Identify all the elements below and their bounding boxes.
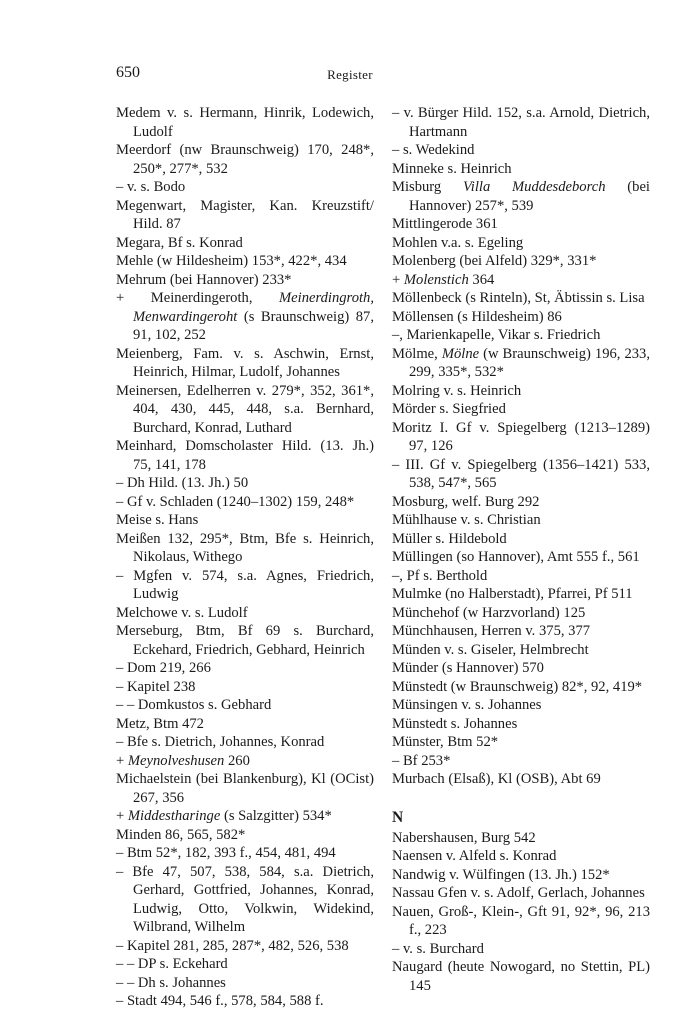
entry-text: – Dom 219, 266	[116, 660, 211, 676]
entry-text: Molring v. s. Heinrich	[392, 382, 522, 399]
index-entry	[392, 641, 650, 660]
entry-text: Metz, Btm 472	[116, 715, 204, 732]
index-entry	[116, 493, 374, 512]
index-entry	[392, 622, 650, 641]
entry-text: – – Domkustos s. Gebhard	[116, 697, 272, 713]
entry-text: – Stadt 494, 546 f., 578, 584, 588 f.	[116, 993, 324, 1009]
index-entry	[116, 937, 374, 956]
index-entry	[392, 829, 650, 848]
index-entry	[116, 955, 374, 974]
entry-text: Moritz I. Gf v. Spiegelberg (1213–1289) 97, 126	[392, 419, 650, 454]
entry-text: +	[116, 808, 128, 824]
entry-text-tail: (w Braunschweig) 196, 233, 299, 335*, 532*	[409, 345, 650, 380]
index-entry	[116, 530, 374, 567]
index-entry	[392, 419, 650, 456]
index-entry	[392, 252, 650, 271]
entry-text-tail: 364	[468, 271, 495, 288]
index-entry	[392, 548, 650, 567]
index-entry	[392, 715, 650, 734]
index-entry	[392, 326, 650, 345]
index-entry	[116, 696, 374, 715]
index-entry	[392, 604, 650, 623]
entry-text: Megara, Bf s. Konrad	[116, 234, 243, 251]
entry-text: Nauen, Groß-, Klein-, Gft 91, 92*, 96, 213 f., 223	[392, 903, 650, 938]
entry-italic-form: Villa Muddesdeborch	[462, 179, 606, 195]
index-entry	[392, 940, 650, 959]
index-entry	[392, 958, 650, 995]
entry-text: Münster, Btm 52*	[392, 734, 499, 750]
index-entry	[116, 178, 374, 197]
index-column-right	[392, 104, 650, 995]
entry-text: Mosburg, welf. Burg 292	[392, 493, 540, 510]
index-entry	[116, 752, 374, 771]
index-entry	[116, 437, 374, 474]
index-entry	[392, 400, 650, 419]
entry-text: – Gf v. Schladen (1240–1302) 159, 248*	[116, 493, 355, 510]
entry-text: – Bfe s. Dietrich, Johannes, Konrad	[116, 734, 325, 750]
index-entry	[116, 807, 374, 826]
index-entry	[392, 493, 650, 512]
index-entry	[116, 234, 374, 253]
entry-text: Nabershausen, Burg 542	[392, 829, 536, 846]
entry-text: Meerdorf (nw Braunschweig) 170, 248*, 250*, 277*, 532	[116, 142, 374, 177]
entry-text-tail: (s Braunschweig) 87, 91, 102, 252	[133, 308, 374, 343]
entry-text: Meinhard, Domscholaster Hild. (13. Jh.) 75, 141, 178	[116, 438, 374, 473]
entry-text: – – DP s. Eckehard	[116, 956, 228, 972]
index-entry	[116, 289, 374, 345]
entry-text: –, Pf s. Berthold	[392, 567, 488, 584]
entry-text: Naugard (heute Nowogard, no Stettin, PL) 145	[392, 959, 650, 994]
entry-text: Meienberg, Fam. v. s. Aschwin, Ernst, Heinrich, Hilmar, Ludolf, Johannes	[116, 345, 374, 380]
entry-text: Meißen 132, 295*, Btm, Bfe s. Heinrich, Nikolaus, Withego	[116, 530, 374, 565]
index-entry	[392, 678, 650, 697]
entry-text: Mölme,	[392, 345, 442, 362]
index-entry	[116, 567, 374, 604]
entry-text: – III. Gf v. Spiegelberg (1356–1421) 533, 538, 547*, 565	[392, 456, 650, 491]
entry-text: –, Marienkapelle, Vikar s. Friedrich	[392, 327, 601, 343]
index-entry	[116, 345, 374, 382]
entry-italic-form: Molenstich	[403, 271, 469, 288]
entry-text: Müllingen (so Hannover), Amt 555 f., 561	[392, 549, 640, 565]
index-entry	[392, 289, 650, 308]
running-head: Register	[327, 67, 373, 82]
entry-text: Münstedt (w Braunschweig) 82*, 92, 419*	[392, 678, 643, 695]
index-entry	[392, 903, 650, 940]
index-entry	[392, 847, 650, 866]
entry-text: – v. s. Bodo	[116, 179, 186, 195]
entry-text: Mehle (w Hildesheim) 153*, 422*, 434	[116, 253, 347, 269]
entry-italic-form: Mölne	[441, 345, 480, 362]
entry-text: Nassau Gfen v. s. Adolf, Gerlach, Johannes	[392, 885, 645, 901]
entry-text: Münsingen v. s. Johannes	[392, 697, 542, 713]
index-entry	[392, 141, 650, 160]
entry-text: Meinersen, Edelherren v. 279*, 352, 361*, 404, 430, 445, 448, s.a. Bernhard, Burchard, Konrad, Luthard	[116, 382, 374, 436]
index-entry	[116, 733, 374, 752]
index-entry	[392, 271, 650, 290]
index-entry	[116, 141, 374, 178]
index-entry	[116, 678, 374, 697]
entry-text: – Btm 52*, 182, 393 f., 454, 481, 494	[116, 845, 336, 861]
entry-text: Münden v. s. Giseler, Helmbrecht	[392, 641, 589, 658]
index-entry	[116, 770, 374, 807]
index-entry	[392, 770, 650, 789]
index-entry	[116, 826, 374, 845]
entry-text: Minden 86, 565, 582*	[116, 826, 246, 843]
entry-text-tail: (bei Hannover) 257*, 539	[409, 179, 650, 214]
entry-text: Mulmke (no Halberstadt), Pfarrei, Pf 511	[392, 586, 633, 602]
section-letter-n: N	[392, 808, 404, 826]
index-entry	[116, 715, 374, 734]
entry-text: Möllenbeck (s Rinteln), St, Äbtissin s. Lisa	[392, 290, 645, 306]
entry-text: Münchehof (w Harzvorland) 125	[392, 604, 586, 621]
entry-text: Münstedt s. Johannes	[392, 715, 518, 732]
index-column-left	[116, 104, 374, 1011]
entry-text: Medem v. s. Hermann, Hinrik, Lodewich, Ludolf	[116, 105, 374, 140]
entry-italic-form: Meynolveshusen	[127, 752, 225, 769]
index-entry	[116, 844, 374, 863]
index-entry	[392, 511, 650, 530]
index-entry	[116, 604, 374, 623]
index-entry	[392, 752, 650, 771]
entry-text: Meise s. Hans	[116, 512, 199, 528]
entry-text: – Bf 253*	[392, 752, 451, 769]
entry-text: Nandwig v. Wülfingen (13. Jh.) 152*	[392, 866, 610, 883]
index-entry	[392, 659, 650, 678]
index-entry	[392, 884, 650, 903]
index-entry	[392, 160, 650, 179]
entry-text: Mohlen v.a. s. Egeling	[392, 234, 524, 251]
index-entry	[116, 992, 374, 1011]
index-entry	[116, 474, 374, 493]
index-entry	[392, 866, 650, 885]
index-entry	[392, 104, 650, 141]
entry-text: Münchhausen, Herren v. 375, 377	[392, 623, 591, 639]
index-entry	[392, 382, 650, 401]
entry-text: – v. Bürger Hild. 152, s.a. Arnold, Dietrich, Hartmann	[392, 105, 650, 140]
index-entry	[116, 197, 374, 234]
entry-text: – Bfe 47, 507, 538, 584, s.a. Dietrich, Gerhard, Gottfried, Johannes, Konrad, Ludwig, Otto, Volkwin, Widekind, Wilbrand, Wilhelm	[116, 863, 374, 935]
index-entry	[116, 104, 374, 141]
index-entry	[392, 696, 650, 715]
index-entry	[392, 530, 650, 549]
index-entry	[392, 178, 650, 215]
entry-text: Mittlingerode 361	[392, 216, 498, 232]
entry-text: Megenwart, Magister, Kan. Kreuzstift/ Hild. 87	[116, 197, 374, 232]
index-entry	[116, 622, 374, 659]
entry-text: Mühlhause v. s. Christian	[392, 512, 541, 528]
entry-text: Murbach (Elsaß), Kl (OSB), Abt 69	[392, 771, 601, 787]
index-entry	[392, 234, 650, 253]
index-entry	[116, 974, 374, 993]
index-entry	[392, 345, 650, 382]
index-entry	[392, 567, 650, 586]
entry-text: Molenberg (bei Alfeld) 329*, 331*	[392, 253, 597, 269]
index-entry	[116, 863, 374, 937]
index-entry	[116, 659, 374, 678]
entry-text: Mörder s. Siegfried	[392, 401, 506, 417]
index-entry	[392, 733, 650, 752]
entry-text: – v. s. Burchard	[392, 940, 484, 957]
page-number: 650	[116, 64, 140, 81]
entry-text: – Dh Hild. (13. Jh.) 50	[116, 475, 249, 491]
entry-text: Misburg	[392, 179, 463, 195]
entry-text: – – Dh s. Johannes	[116, 974, 226, 991]
entry-text: Naensen v. Alfeld s. Konrad	[392, 848, 557, 864]
index-entry	[392, 308, 650, 327]
index-group-n	[392, 829, 650, 996]
entry-text: Melchowe v. s. Ludolf	[116, 604, 248, 621]
entry-text: – Kapitel 281, 285, 287*, 482, 526, 538	[116, 937, 349, 954]
entry-text: Michaelstein (bei Blankenburg), Kl (OCist) 267, 356	[116, 771, 374, 806]
entry-italic-form: Meinerdingroth, Menwardingeroht	[133, 290, 374, 325]
entry-text: Mehrum (bei Hannover) 233*	[116, 271, 292, 288]
index-entry	[116, 252, 374, 271]
entry-text: Münder (s Hannover) 570	[392, 660, 544, 676]
index-entry	[116, 271, 374, 290]
entry-text: Müller s. Hildebold	[392, 530, 507, 547]
index-entry	[392, 456, 650, 493]
index-entry	[116, 511, 374, 530]
entry-text: +	[392, 271, 404, 288]
entry-text: Merseburg, Btm, Bf 69 s. Burchard, Eckehard, Friedrich, Gebhard, Heinrich	[116, 623, 374, 658]
entry-text-tail: 260	[224, 752, 250, 769]
entry-text: + Meinerdingeroth,	[116, 290, 280, 306]
entry-text: Möllensen (s Hildesheim) 86	[392, 308, 562, 325]
index-entry	[392, 215, 650, 234]
index-group-m	[392, 104, 650, 789]
entry-text-tail: (s Salzgitter) 534*	[220, 808, 332, 824]
entry-text: – Kapitel 238	[116, 678, 196, 695]
entry-text: – s. Wedekind	[392, 142, 475, 158]
entry-text: +	[116, 752, 128, 769]
index-entry	[116, 382, 374, 438]
entry-text: Minneke s. Heinrich	[392, 160, 512, 177]
entry-italic-form: Middestharinge	[127, 808, 221, 824]
entry-text: – Mgfen v. 574, s.a. Agnes, Friedrich, Ludwig	[116, 567, 374, 602]
index-entry	[392, 585, 650, 604]
